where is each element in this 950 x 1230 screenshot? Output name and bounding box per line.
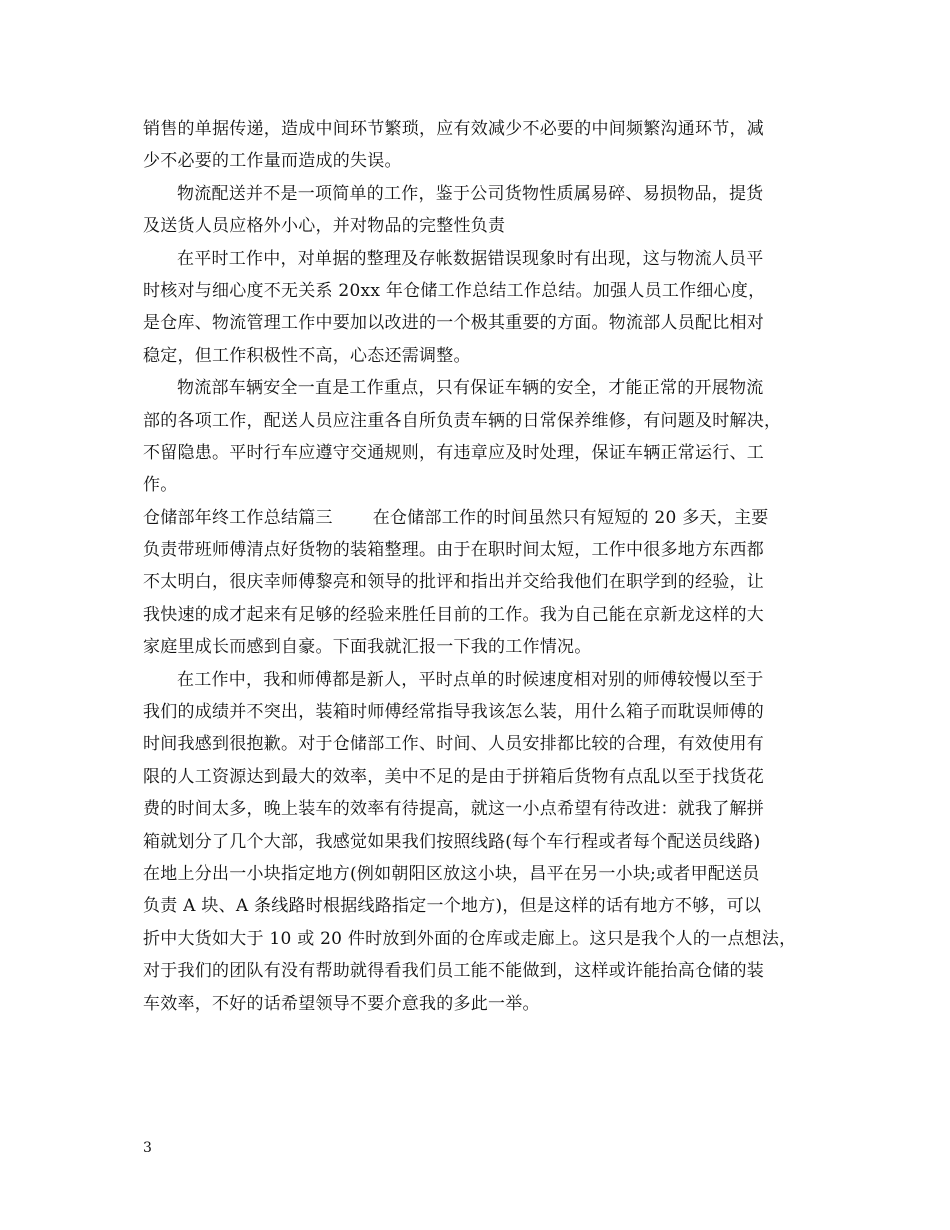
- text-line: 销售的单据传递，造成中间环节繁琐，应有效减少不必要的中间频繁沟通环节，减: [143, 119, 764, 139]
- text-line: 箱就划分了几个大部，我感觉如果我们按照线路(每个车行程或者每个配送员线路): [143, 831, 761, 852]
- text-line: 我快速的成才起来有足够的经验来胜任目前的工作。我为自己能在京新龙这样的大: [143, 604, 764, 625]
- text-line: 是仓库、物流管理工作中要加以改进的一个极其重要的方面。物流部人员配比相对: [143, 313, 764, 334]
- text-line: 部的各项工作，配送人员应注重各自所负责车辆的日常保养维修，有问题及时解决，: [143, 410, 782, 431]
- text-line: 折中大货如大于 10 或 20 件时放到外面的仓库或走廊上。这只是我个人的一点想法，: [143, 928, 797, 949]
- text-line: 车效率，不好的话希望领导不要介意我的多此一举。: [143, 993, 540, 1014]
- text-line: 时核对与细心度不无关系 20xx 年仓储工作总结工作总结。加强人员工作细心度，: [143, 280, 766, 301]
- text-line: 负责带班师傅清点好货物的装箱整理。由于在职时间太短，工作中很多地方东西都: [143, 540, 764, 561]
- text-line: 我们的成绩并不突出，装箱时师傅经常指导我该怎么装，用什么箱子而耽误师傅的: [143, 702, 764, 723]
- text-line: 少不必要的工作量而造成的失误。: [143, 151, 402, 172]
- text-line: 对于我们的团队有没有帮助就得看我们员工能不能做到，这样或许能抬高仓储的装: [143, 961, 764, 982]
- section-first-sentence: 在仓储部工作的时间虽然只有短短的 20 多天，主要: [372, 507, 769, 528]
- section-heading-line: [143, 502, 811, 534]
- section-heading: 仓储部年终工作总结篇三: [143, 507, 333, 528]
- paragraph-start: 物流部车辆安全一直是工作重点，只有保证车辆的安全，才能正常的开展物流: [177, 378, 764, 399]
- text-line: 不太明白，很庆幸师傅黎亮和领导的批评和指出并交给我他们在职学到的经验，让: [143, 572, 764, 593]
- paragraph-start: 在工作中，我和师傅都是新人，平时点单的时候速度相对别的师傅较慢以至于: [177, 669, 764, 690]
- text-line: 作。: [143, 475, 178, 496]
- text-line: 家庭里成长而感到自豪。下面我就汇报一下我的工作情况。: [143, 637, 592, 658]
- page-number: 3: [143, 1140, 152, 1156]
- text-line: 时间我感到很抱歉。对于仓储部工作、时间、人员安排都比较的合理，有效使用有: [143, 734, 764, 755]
- text-line: 不留隐患。平时行车应遵守交通规则，有违章应及时处理，保证车辆正常运行、工: [143, 442, 764, 463]
- text-line: 负责 A 块、A 条线路时根据线路指定一个地方)，但是这样的话有地方不够，可以: [143, 896, 762, 917]
- document-body: [143, 113, 811, 1020]
- paragraph-start: 在平时工作中，对单据的整理及存帐数据错误现象时有出现，这与物流人员平: [177, 248, 764, 269]
- text-line: 在地上分出一小块指定地方(例如朝阳区放这小块，昌平在另一小块;或者甲配送员: [143, 863, 760, 884]
- paragraph-start: 物流配送并不是一项简单的工作，鉴于公司货物性质属易碎、易损物品，提货: [177, 183, 764, 204]
- text-line: 稳定，但工作积极性不高，心态还需调整。: [143, 345, 471, 366]
- text-line: 费的时间太多，晚上装车的效率有待提高，就这一小点希望有待改进：就我了解拼: [143, 799, 764, 820]
- text-line: 限的人工资源达到最大的效率，美中不足的是由于拼箱后货物有点乱以至于找货花: [143, 766, 764, 787]
- text-line: 及送货人员应格外小心，并对物品的完整性负责: [143, 216, 506, 237]
